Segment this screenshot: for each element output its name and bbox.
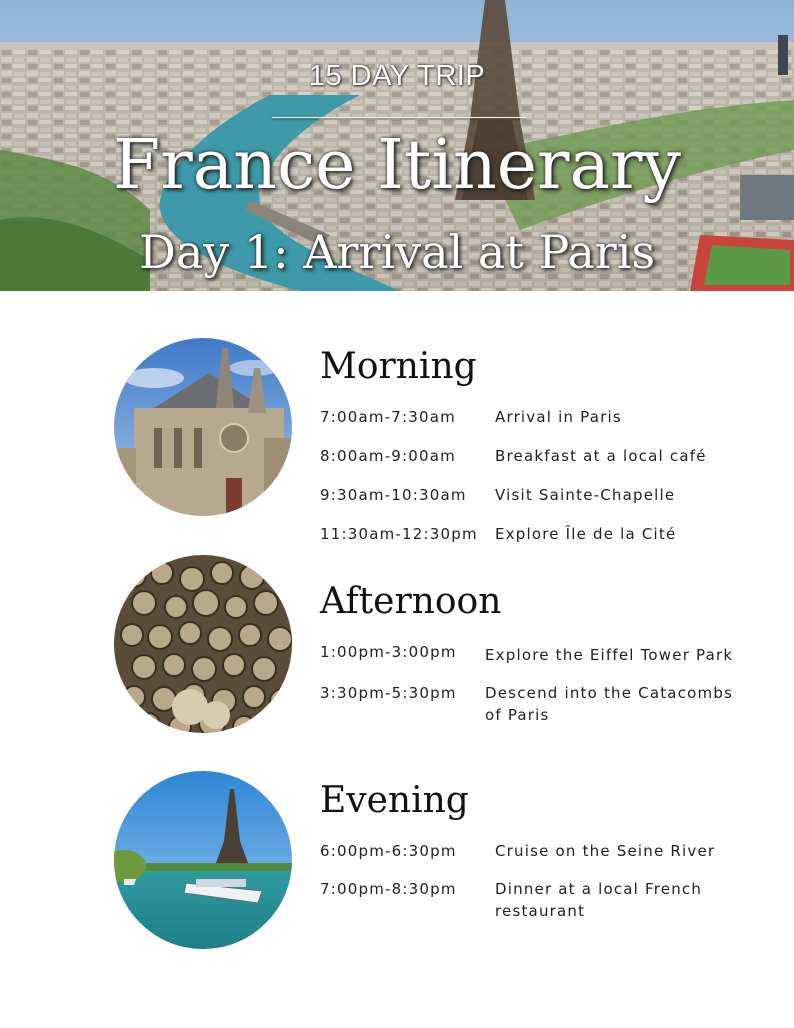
evening-activity-1: Cruise on the Seine River <box>495 842 716 860</box>
evening-heading: Evening <box>320 780 469 821</box>
morning-activity-1: Arrival in Paris <box>495 408 622 426</box>
morning-time-1: 7:00am-7:30am <box>320 408 456 426</box>
evening-activity-2-cont: restaurant <box>495 902 586 920</box>
trip-length-label: 15 DAY TRIP <box>308 60 486 92</box>
evening-activity-2: Dinner at a local French <box>495 880 703 898</box>
afternoon-heading: Afternoon <box>320 581 502 622</box>
afternoon-activity-2: Descend into the Catacombs <box>485 684 734 702</box>
morning-time-2: 8:00am-9:00am <box>320 447 456 465</box>
evening-time-1: 6:00pm-6:30pm <box>320 842 457 860</box>
afternoon-activity-1: Explore the Eiffel Tower Park <box>485 646 734 664</box>
morning-time-3: 9:30am-10:30am <box>320 486 467 504</box>
catacombs-photo <box>114 555 292 733</box>
afternoon-time-1: 1:00pm-3:00pm <box>320 643 457 661</box>
title-divider <box>272 117 526 118</box>
morning-activity-2: Breakfast at a local café <box>495 447 707 465</box>
morning-activity-3: Visit Sainte-Chapelle <box>495 486 676 504</box>
seine-cruise-photo <box>114 771 292 949</box>
morning-activity-4: Explore Île de la Cité <box>495 525 677 543</box>
day-title: Day 1: Arrival at Paris <box>138 225 656 279</box>
hero-banner <box>0 0 794 291</box>
morning-time-4: 11:30am-12:30pm <box>320 525 478 543</box>
afternoon-activity-2-cont: of Paris <box>485 706 550 724</box>
morning-heading: Morning <box>320 346 477 387</box>
evening-time-2: 7:00pm-8:30pm <box>320 880 457 898</box>
afternoon-time-2: 3:30pm-5:30pm <box>320 684 457 702</box>
sainte-chapelle-photo <box>114 338 292 516</box>
page-title: France Itinerary <box>113 126 681 205</box>
